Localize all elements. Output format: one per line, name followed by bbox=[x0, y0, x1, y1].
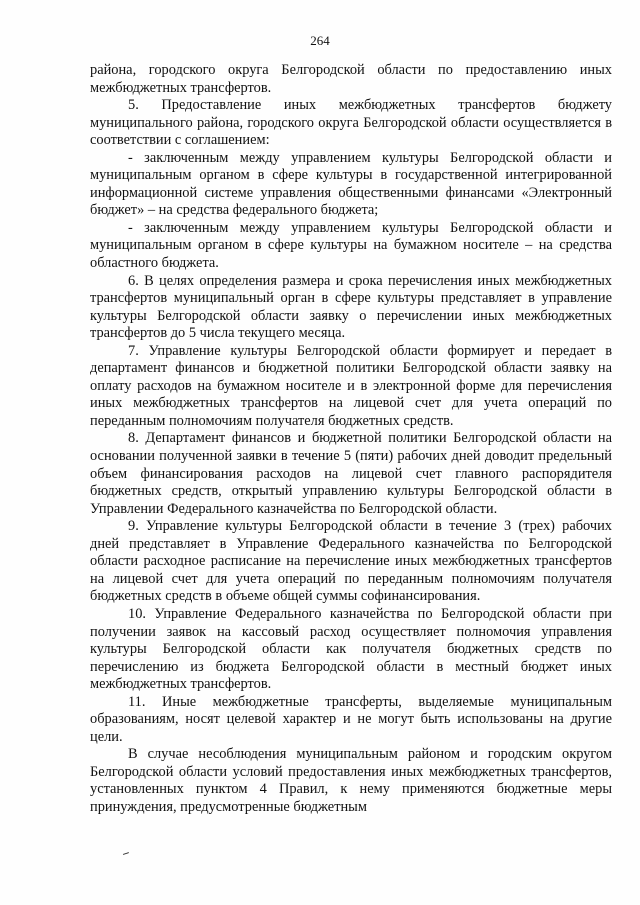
paragraph-5-item-electronic: - заключенным между управлением культуры Белгородской области и муниципальным органом в сфере культуры в государственной интегрированной информационной системе управления общественными финансами «Электронный бюджет» – на средства федерального бюджета; bbox=[90, 149, 612, 219]
paragraph-continuation: района, городского округа Белгородской области по предоставлению иных межбюджетных трансфертов. bbox=[90, 62, 612, 96]
paragraph-9: 9. Управление культуры Белгородской области в течение 3 (трех) рабочих дней представляет в Управление Федерального казначейства по Белгородской области расходное расписание на перечисление иных межбюджетных трансфертов на лицевой счет для учета операций по переданным полномочиям получателя бюджетных средств в объеме общей суммы софинансирования. bbox=[90, 518, 612, 605]
paragraph-noncompliance: В случае несоблюдения муниципальным районом и городским округом Белгородской области условий предоставления иных межбюджетных трансфертов, установленных пунктом 4 Правил, к нему применяются бюджетные меры принуждения, предусмотренные бюджетным bbox=[90, 746, 612, 815]
paragraph-10: 10. Управление Федерального казначейства по Белгородской области при получении заявок на кассовый расход осуществляет полномочия управления культуры Белгородской области как получателя бюджетных средств по перечислению из бюджета Белгородской области в местный бюджет иных межбюджетных трансфертов. bbox=[90, 605, 612, 693]
document-body bbox=[90, 62, 612, 817]
scan-mark bbox=[123, 852, 129, 855]
paragraph-5-item-paper: - заключенным между управлением культуры Белгородской области и муниципальным органом в сфере культуры на бумажном носителе – на средства областного бюджета. bbox=[90, 219, 612, 272]
paragraph-6: 6. В целях определения размера и срока перечисления иных межбюджетных трансфертов муниципальный орган в сфере культуры представляет в управление культуры Белгородской области заявку о перечислении иных межбюджетных трансфертов до 5 числа текущего месяца. bbox=[90, 272, 612, 342]
paragraph-7: 7. Управление культуры Белгородской области формирует и передает в департамент финансов и бюджетной политики Белгородской области заявку на оплату расходов на бумажном носителе и в электронной форме для перечисления иных межбюджетных трансфертов на лицевой счет для учета операций по переданным полномочиям получателя бюджетных средств. bbox=[90, 342, 612, 429]
page-number: 264 bbox=[310, 33, 330, 48]
paragraph-8: 8. Департамент финансов и бюджетной политики Белгородской области на основании полученной заявки в течение 5 (пяти) рабочих дней доводит предельный объем финансирования расходов на лицевой счет главного распорядителя бюджетных средств, открытый управлению культуры Белгородской области в Управлении Федерального казначейства по Белгородской области. bbox=[90, 430, 612, 517]
paragraph-11: 11. Иные межбюджетные трансферты, выделяемые муниципальным образованиям, носят целевой характер и не могут быть использованы на другие цели. bbox=[90, 693, 612, 745]
paragraph-5: 5. Предоставление иных межбюджетных трансфертов бюджету муниципального района, городского округа Белгородской области осуществляется в соответствии с соглашением: bbox=[90, 97, 612, 149]
